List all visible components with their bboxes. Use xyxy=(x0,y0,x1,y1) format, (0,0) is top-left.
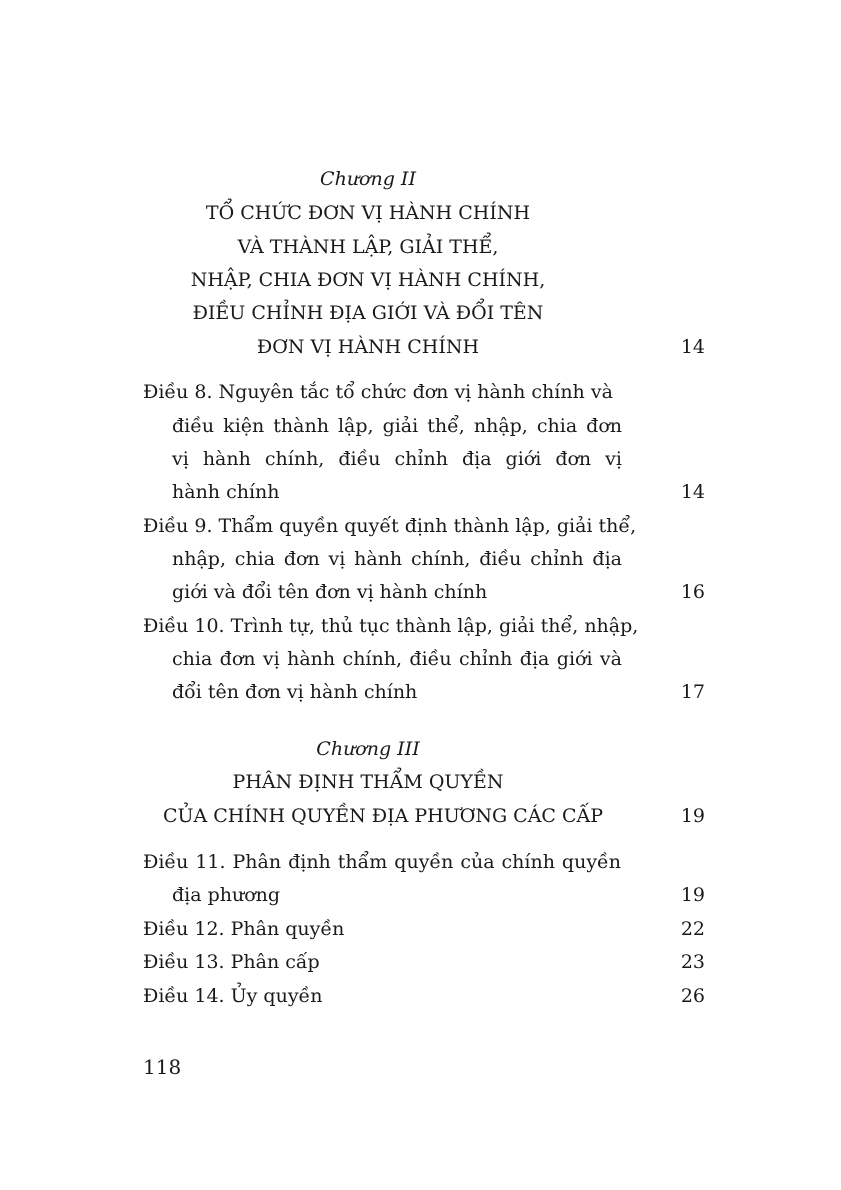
entry-line: Điều 13. Phân cấp xyxy=(143,951,320,973)
chapter-3-title-line: PHÂN ĐỊNH THẨM QUYỀN xyxy=(232,771,504,793)
entry-line: Điều 11. Phân định thẩm quyền của chính quyền xyxy=(143,851,621,873)
entry-line: Điều 8. Nguyên tắc tổ chức đơn vị hành chính và xyxy=(143,381,613,403)
chapter-2-page-number: 14 xyxy=(680,336,705,358)
entry-line: điều kiện thành lập, giải thể, nhập, chia đơn xyxy=(172,415,622,437)
chapter-3-title-line: CỦA CHÍNH QUYỀN ĐỊA PHƯƠNG CÁC CẤP xyxy=(162,805,604,827)
entry-line: giới và đổi tên đơn vị hành chính xyxy=(172,581,488,603)
entry-line: hành chính xyxy=(172,481,280,503)
chapter-2-title-line: VÀ THÀNH LẬP, GIẢI THỂ, xyxy=(237,236,499,258)
entry-page-number: 23 xyxy=(680,951,705,973)
entry-page-number: 17 xyxy=(680,681,705,703)
chapter-2-title-line: ĐƠN VỊ HÀNH CHÍNH xyxy=(256,336,480,358)
chapter-3-page-number: 19 xyxy=(680,805,705,827)
chapter-2-title-line: ĐIỀU CHỈNH ĐỊA GIỚI VÀ ĐỔI TÊN xyxy=(192,302,544,324)
entry-page-number: 26 xyxy=(680,985,705,1007)
entry-line: đổi tên đơn vị hành chính xyxy=(172,681,418,703)
entry-line: Điều 10. Trình tự, thủ tục thành lập, giải thể, nhập, xyxy=(143,615,639,637)
entry-line: Điều 12. Phân quyền xyxy=(143,918,345,940)
chapter-2-title-line: NHẬP, CHIA ĐƠN VỊ HÀNH CHÍNH, xyxy=(190,269,546,291)
entry-line: địa phương xyxy=(172,884,281,906)
folio-page-number: 118 xyxy=(143,1055,182,1079)
chapter-2-title-line: TỔ CHỨC ĐƠN VỊ HÀNH CHÍNH xyxy=(205,202,531,224)
chapter-3-label: Chương III xyxy=(316,738,420,760)
entry-line: chia đơn vị hành chính, điều chỉnh địa giới và xyxy=(172,648,622,670)
entry-page-number: 16 xyxy=(680,581,705,603)
entry-line: vị hành chính, điều chỉnh địa giới đơn vị xyxy=(172,448,622,470)
chapter-2-label: Chương II xyxy=(320,168,416,190)
entry-line: Điều 14. Ủy quyền xyxy=(143,985,323,1007)
entry-page-number: 14 xyxy=(680,481,705,503)
entry-page-number: 19 xyxy=(680,884,705,906)
entry-line: nhập, chia đơn vị hành chính, điều chỉnh địa xyxy=(172,548,622,570)
entry-line: Điều 9. Thẩm quyền quyết định thành lập, giải thể, xyxy=(143,515,637,537)
entry-page-number: 22 xyxy=(680,918,705,940)
